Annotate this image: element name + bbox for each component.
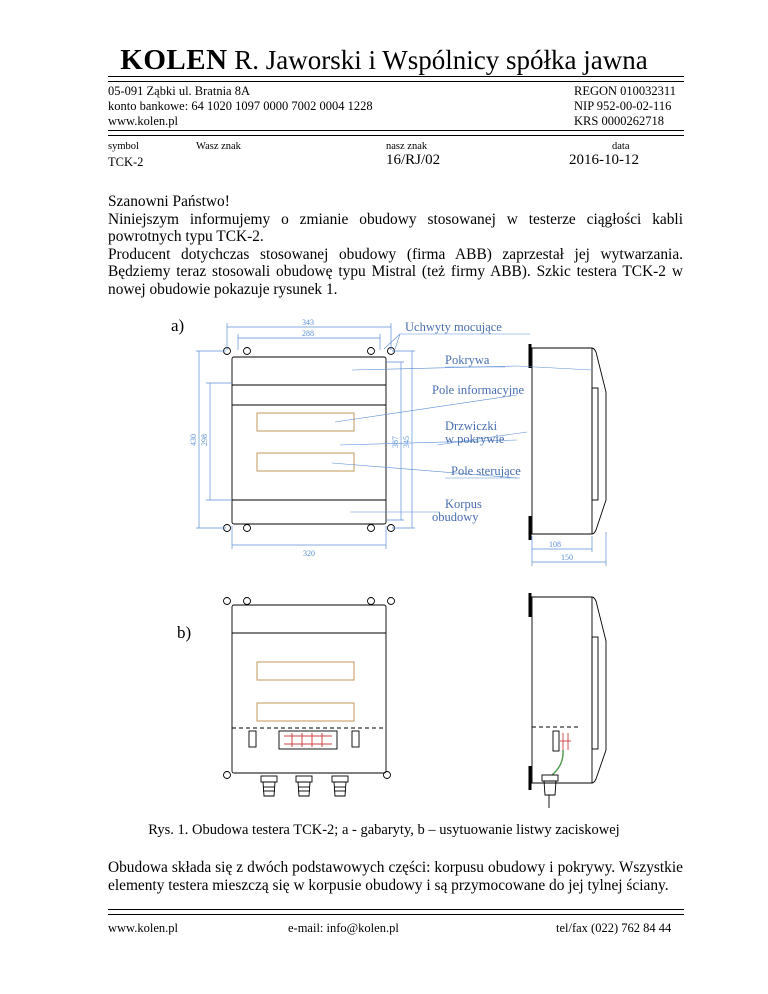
callout-drzwiczki-2: w pokrywie	[445, 432, 505, 446]
callout-korpus-2: obudowy	[432, 510, 479, 524]
callout-pole-ster: Pole sterujące	[451, 464, 521, 478]
dim-430: 430	[189, 434, 198, 446]
paragraph-2: Producent dotychczas stosowanej obudowy (firma ABB) zaprzestał jej wytwarzania. Będziemy teraz stosowali obudowę typu Mistral (też firmy ABB). Szkic testera TCK-2 w nowej obudowie pokazuje rysunek 1.	[108, 245, 683, 298]
figure-label-a: a)	[171, 316, 185, 335]
letter-body	[108, 193, 683, 298]
company-name-rest: R. Jaworski i Wspólnicy spółka jawna	[227, 45, 648, 75]
footer-divider	[108, 909, 684, 915]
housing-side-a	[532, 348, 606, 534]
closing-paragraph: Obudowa składa się z dwóch podstawowych części: korpusu obudowy i pokrywy. Wszystkie elementy testera mieszczą się w korpusie obudowy i są przymocowane do jej tylnej ściany.	[108, 859, 683, 894]
footer-phone: tel/fax (022) 762 84 44	[556, 921, 672, 935]
dim-288: 288	[302, 329, 314, 338]
dim-387: 387	[391, 436, 400, 448]
nasz-znak-value: 16/RJ/02	[386, 152, 441, 168]
salutation: Szanowni Państwo!	[108, 193, 230, 210]
wasz-znak-label: Wasz znak	[196, 141, 241, 152]
housing-side-b	[532, 597, 606, 783]
nasz-znak-label: nasz znak	[386, 141, 428, 152]
callout-pokrywa: Pokrywa	[445, 353, 490, 367]
dim-343: 343	[302, 318, 314, 327]
bank-account: konto bankowe: 64 1020 1097 0000 7002 0004 1228	[108, 99, 373, 113]
krs: KRS 0000262718	[574, 114, 664, 128]
data-label: data	[612, 141, 630, 152]
address: 05-091 Ząbki ul. Bratnia 8A	[108, 84, 250, 98]
control-field-box	[257, 453, 354, 471]
paragraph-1: Niniejszym informujemy o zmianie obudowy stosowanej w testerze ciągłości kabli powrotnych typu TCK-2.	[108, 210, 683, 245]
dim-345: 345	[402, 436, 411, 448]
callout-uchwyty: Uchwyty mocujące	[405, 320, 502, 334]
date-value: 2016-10-12	[569, 152, 639, 168]
housing-front-a	[232, 357, 386, 524]
callout-korpus-1: Korpus	[445, 497, 482, 511]
dim-108: 108	[549, 540, 561, 549]
dim-320: 320	[303, 549, 315, 558]
company-brand: KOLEN	[120, 44, 228, 76]
figure-label-b: b)	[177, 623, 192, 642]
figure-caption: Rys. 1. Obudowa testera TCK-2; a - gabaryty, b – usytuowanie listwy zaciskowej	[148, 822, 620, 838]
footer-website: www.kolen.pl	[108, 921, 179, 935]
website: www.kolen.pl	[108, 114, 179, 128]
cable-glands	[261, 776, 348, 796]
regon: REGON 010032311	[574, 84, 676, 98]
mounting-lugs-b	[224, 598, 395, 779]
tester-housing-drawing	[150, 310, 630, 815]
footer-email: e-mail: info@kolen.pl	[288, 921, 399, 935]
dim-150: 150	[561, 553, 573, 562]
mounting-lugs-a	[224, 348, 395, 532]
housing-front-b	[232, 605, 386, 773]
info-field-box	[257, 413, 354, 431]
symbol-value: TCK-2	[108, 155, 144, 169]
nip: NIP 952-00-02-116	[574, 99, 672, 113]
symbol-label: symbol	[108, 141, 139, 152]
terminal-strip	[279, 731, 337, 749]
dim-298: 298	[200, 434, 209, 446]
dimension-lines	[196, 323, 606, 566]
company-title	[0, 44, 768, 77]
callout-drzwiczki-1: Drzwiczki	[445, 419, 498, 433]
callout-pole-info: Pole informacyjne	[432, 383, 524, 397]
header-divider	[108, 76, 684, 82]
header-divider-2	[108, 130, 684, 136]
